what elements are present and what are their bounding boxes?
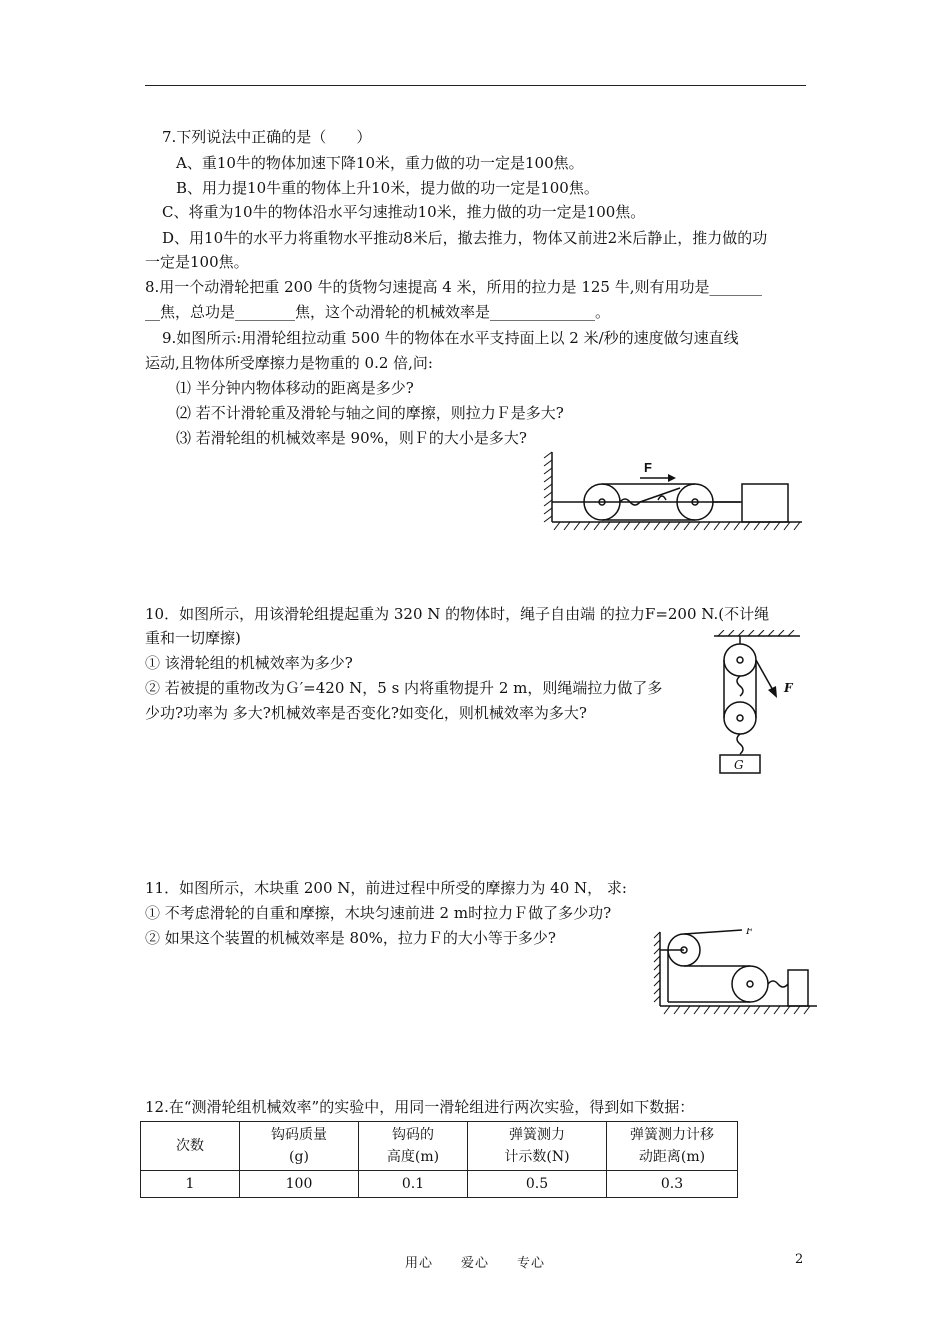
table-header-row — [141, 1122, 738, 1171]
header-mass: 钩码质量 (g) — [240, 1122, 359, 1171]
page-number: 2 — [795, 1252, 804, 1267]
q10-sub1: ① 该滑轮组的机械效率为多少? — [145, 654, 353, 672]
q10-line1: 10．如图所示，用该滑轮组提起重为 320 N 的物体时，绳子自由端 的拉力F=200 N.(不计绳 — [145, 605, 770, 623]
q9-line2: 运动,且物体所受摩擦力是物重的 0.2 倍,问: — [145, 354, 433, 372]
q12-data-table — [140, 1121, 738, 1198]
q7-option-b: B、用力提10牛重的物体上升10米，提力做的功一定是100焦。 — [176, 179, 599, 197]
table-cell: 100 — [240, 1171, 359, 1198]
q8-line1: 8.用一个动滑轮把重 200 牛的货物匀速提高 4 米，所用的拉力是 125 牛,则有用功是_______ — [145, 278, 762, 296]
q10-line2: 重和一切摩擦) — [145, 629, 241, 647]
q7-option-c: C、将重为10牛的物体沿水平匀速推动10米，推力做的功一定是100焦。 — [162, 203, 646, 221]
q10-fig-force-label: F — [784, 681, 793, 695]
q8-line2: __焦，总功是________焦，这个动滑轮的机械效率是______________。 — [145, 303, 611, 321]
q10-sub2-line1: ② 若被提的重物改为Ｇ′=420 N，5 s 内将重物提升 2 m，则绳端拉力做了多 — [145, 679, 663, 697]
table-row — [141, 1171, 738, 1198]
q7-option-a: A、重10牛的物体加速下降10米，重力做的功一定是100焦。 — [176, 154, 584, 172]
table-cell: 0.5 — [468, 1171, 607, 1198]
q11-sub2: ② 如果这个装置的机械效率是 80%，拉力Ｆ的大小等于多少? — [145, 929, 556, 947]
q9-pulley-figure — [540, 450, 810, 535]
table-cell: 0.1 — [359, 1171, 468, 1198]
q7-stem: 7.下列说法中正确的是（ ） — [162, 128, 372, 146]
q11-line1: 11．如图所示，木块重 200 N，前进过程中所受的摩擦力为 40 N， 求: — [145, 879, 627, 897]
table-cell: 1 — [141, 1171, 240, 1198]
table-cell: 0.3 — [607, 1171, 738, 1198]
q10-sub2-line2: 少功?功率为 多大?机械效率是否变化?如变化，则机械效率为多大? — [145, 704, 587, 722]
q7-option-d-line2: 一定是100焦。 — [145, 253, 249, 271]
q9-sub1: ⑴ 半分钟内物体移动的距离是多少? — [176, 379, 414, 397]
q7-option-d-line1: D、用10牛的水平力将重物水平推动8米后，撤去推力，物体又前进2米后静止，推力做的功 — [162, 229, 768, 247]
q11-fig-force-label: F — [746, 928, 753, 937]
q10-pulley-figure — [710, 630, 810, 780]
header-spring-reading: 弹簧测力 计示数(N) — [468, 1122, 607, 1171]
q9-line1: 9.如图所示:用滑轮组拉动重 500 牛的物体在水平支持面上以 2 米/秒的速度做匀速直线 — [162, 329, 739, 347]
header-count: 次数 — [141, 1122, 240, 1171]
header-spring-distance: 弹簧测力计移 动距离(m) — [607, 1122, 738, 1171]
q9-sub3: ⑶ 若滑轮组的机械效率是 90%，则Ｆ的大小是多大? — [176, 429, 527, 447]
q11-sub1: ① 不考虑滑轮的自重和摩擦，木块匀速前进 2 m时拉力Ｆ做了多少功? — [145, 904, 612, 922]
q10-fig-weight-label: G — [734, 758, 744, 772]
q9-sub2: ⑵ 若不计滑轮重及滑轮与轴之间的摩擦，则拉力Ｆ是多大? — [176, 404, 564, 422]
header-height: 钩码的 高度(m) — [359, 1122, 468, 1171]
header-rule — [145, 85, 806, 86]
page-footer: 用心 爱心 专心 — [404, 1256, 545, 1271]
q11-pulley-figure — [652, 928, 822, 1018]
q12-stem: 12.在“测滑轮组机械效率”的实验中，用同一滑轮组进行两次实验，得到如下数据： — [145, 1098, 695, 1116]
q9-fig-force-label: F — [644, 460, 652, 475]
